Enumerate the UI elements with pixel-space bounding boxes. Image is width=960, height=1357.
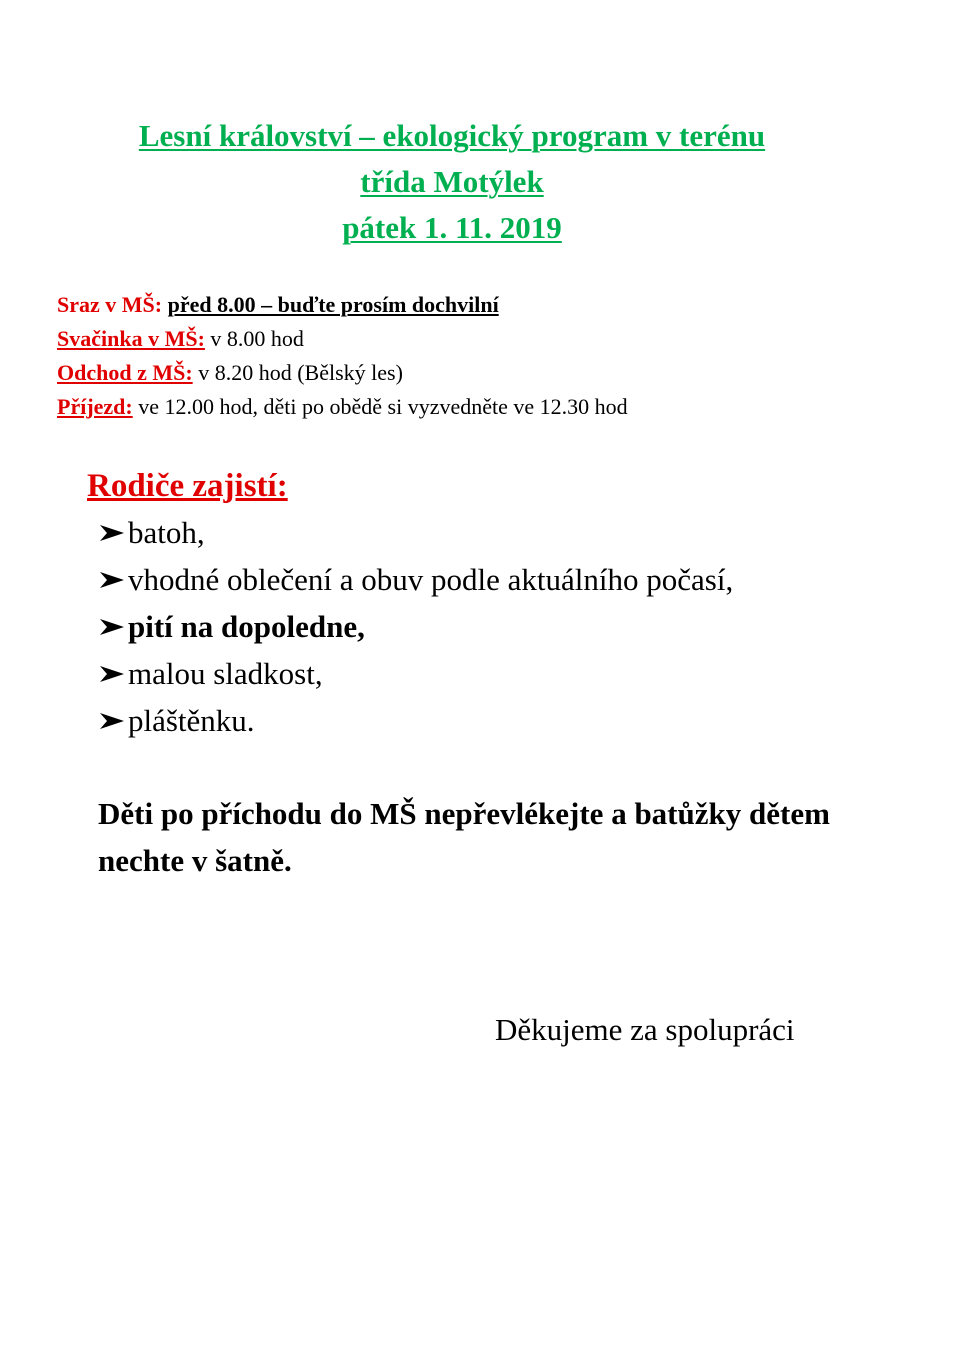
list-item-text: pláštěnku. <box>128 703 255 738</box>
schedule-row-arrival <box>57 390 628 424</box>
schedule-row-snack <box>57 322 628 356</box>
schedule-label: Svačinka v MŠ: <box>57 326 205 351</box>
list-item-text: malou sladkost, <box>128 656 323 691</box>
arrow-bullet-icon <box>98 658 126 690</box>
list-item <box>98 697 733 744</box>
list-item <box>98 509 733 556</box>
schedule-label: Příjezd: <box>57 394 133 419</box>
list-item <box>98 603 733 650</box>
schedule-label: Odchod z MŠ: <box>57 360 193 385</box>
title-block <box>0 113 904 251</box>
schedule <box>57 288 628 424</box>
thanks-text: Děkujeme za spolupráci <box>495 1012 795 1047</box>
notice-text: Děti po příchodu do MŠ nepřevlékejte a batůžky dětem nechte v šatně. <box>98 796 830 878</box>
parents-heading: Rodiče zajistí: <box>87 468 288 504</box>
list-item-text: vhodné oblečení a obuv podle aktuálního počasí, <box>128 562 734 597</box>
list-item-text: pití na dopoledne, <box>128 609 365 644</box>
schedule-label: Sraz v MŠ: <box>57 292 163 317</box>
schedule-value: před 8.00 – buďte prosím dochvilní <box>167 292 499 317</box>
title-program: Lesní království – ekologický program v terénu <box>138 118 766 153</box>
arrow-bullet-icon <box>98 564 126 596</box>
list-item <box>98 556 733 603</box>
arrow-bullet-icon <box>98 517 126 549</box>
schedule-value: ve 12.00 hod, děti po obědě si vyzvedněte ve 12.30 hod <box>132 394 628 419</box>
arrow-bullet-icon <box>98 705 126 737</box>
title-date: pátek 1. 11. 2019 <box>342 210 562 245</box>
arrow-bullet-icon <box>98 611 126 643</box>
schedule-value: v 8.20 hod (Bělský les) <box>192 360 403 385</box>
schedule-value: v 8.00 hod <box>204 326 304 351</box>
list-item-text: batoh, <box>128 515 205 550</box>
schedule-row-departure <box>57 356 628 390</box>
list-item <box>98 650 733 697</box>
title-class: třída Motýlek <box>360 164 544 199</box>
schedule-row-meeting <box>57 288 628 322</box>
parents-list <box>98 509 733 744</box>
